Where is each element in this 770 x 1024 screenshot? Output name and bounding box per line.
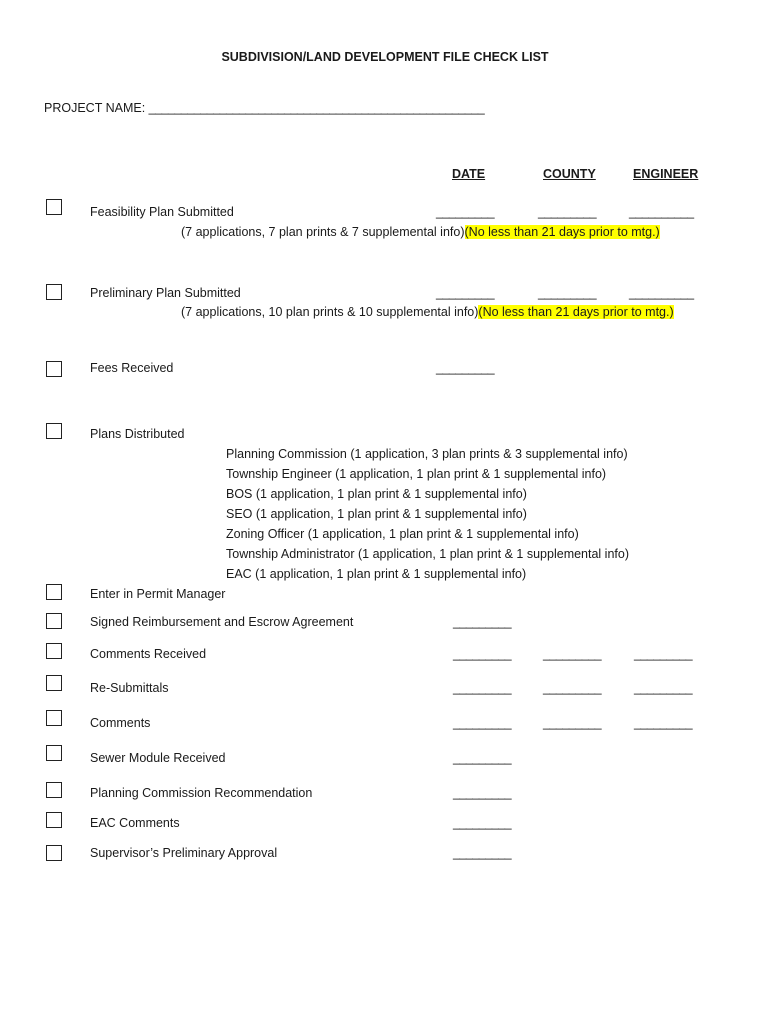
date-field-pc-recommendation[interactable]: _________ <box>453 786 512 800</box>
checkbox-fees[interactable] <box>46 361 62 377</box>
item-note-preliminary <box>181 305 674 319</box>
distribution-item: Zoning Officer (1 application, 1 plan print & 1 supplemental info) <box>226 527 579 541</box>
item-label-comments: Comments <box>90 716 151 730</box>
engineer-field-resubmittals[interactable]: _________ <box>634 681 693 695</box>
date-field-supervisor-approval[interactable]: _________ <box>453 846 512 860</box>
item-label-supervisor-approval: Supervisor’s Preliminary Approval <box>90 846 278 860</box>
item-label-preliminary: Preliminary Plan Submitted <box>90 286 241 300</box>
distribution-item: Township Administrator (1 application, 1 plan print & 1 supplemental info) <box>226 547 629 561</box>
county-field-preliminary[interactable]: _________ <box>538 286 597 300</box>
project-name-label: PROJECT NAME: <box>44 101 149 115</box>
deadline-highlight: (No less than 21 days prior to mtg.) <box>478 305 674 319</box>
checkbox-resubmittals[interactable] <box>46 675 62 691</box>
note-text: (7 applications, 10 plan prints & 10 supplemental info) <box>181 305 479 319</box>
checkbox-sewer-module[interactable] <box>46 745 62 761</box>
engineer-field-feasibility[interactable]: __________ <box>629 205 694 219</box>
item-label-reimbursement: Signed Reimbursement and Escrow Agreement <box>90 615 354 629</box>
item-label-comments-received: Comments Received <box>90 647 207 661</box>
date-field-reimbursement[interactable]: _________ <box>453 615 512 629</box>
project-name-field[interactable]: ____________________________________________________ <box>148 101 485 115</box>
checkbox-eac-comments[interactable] <box>46 812 62 828</box>
item-label-fees: Fees Received <box>90 361 174 375</box>
item-label-resubmittals: Re-Submittals <box>90 681 169 695</box>
item-label-feasibility: Feasibility Plan Submitted <box>90 205 234 219</box>
date-field-preliminary[interactable]: _________ <box>436 286 495 300</box>
item-label-pc-recommendation: Planning Commission Recommendation <box>90 786 313 800</box>
date-field-comments-received[interactable]: _________ <box>453 647 512 661</box>
county-field-resubmittals[interactable]: _________ <box>543 681 602 695</box>
date-field-resubmittals[interactable]: _________ <box>453 681 512 695</box>
county-field-feasibility[interactable]: _________ <box>538 205 597 219</box>
distribution-item: SEO (1 application, 1 plan print & 1 supplemental info) <box>226 507 527 521</box>
engineer-field-comments-received[interactable]: _________ <box>634 647 693 661</box>
checkbox-comments-received[interactable] <box>46 643 62 659</box>
column-header-engineer: ENGINEER <box>633 167 699 181</box>
date-field-sewer-module[interactable]: _________ <box>453 751 512 765</box>
deadline-highlight: (No less than 21 days prior to mtg.) <box>464 225 660 239</box>
checkbox-comments[interactable] <box>46 710 62 726</box>
date-field-comments[interactable]: _________ <box>453 716 512 730</box>
engineer-field-preliminary[interactable]: __________ <box>629 286 694 300</box>
date-field-fees[interactable]: _________ <box>436 361 495 375</box>
checkbox-preliminary[interactable] <box>46 284 62 300</box>
note-text: (7 applications, 7 plan prints & 7 supplemental info) <box>181 225 465 239</box>
checkbox-permit-manager[interactable] <box>46 584 62 600</box>
item-label-permit-manager: Enter in Permit Manager <box>90 587 226 601</box>
checkbox-reimbursement[interactable] <box>46 613 62 629</box>
distribution-item: Planning Commission (1 application, 3 plan prints & 3 supplemental info) <box>226 447 628 461</box>
checkbox-supervisor-approval[interactable] <box>46 845 62 861</box>
distribution-item: Township Engineer (1 application, 1 plan print & 1 supplemental info) <box>226 467 607 481</box>
page-title: SUBDIVISION/LAND DEVELOPMENT FILE CHECK LIST <box>221 50 549 64</box>
checkbox-feasibility[interactable] <box>46 199 62 215</box>
item-label-eac-comments: EAC Comments <box>90 816 180 830</box>
county-field-comments[interactable]: _________ <box>543 716 602 730</box>
checkbox-plans-distributed[interactable] <box>46 423 62 439</box>
item-note-feasibility <box>181 225 660 239</box>
column-header-county: COUNTY <box>543 167 596 181</box>
project-name-row <box>44 101 484 115</box>
checkbox-pc-recommendation[interactable] <box>46 782 62 798</box>
item-label-plans-distributed: Plans Distributed <box>90 427 185 441</box>
engineer-field-comments[interactable]: _________ <box>634 716 693 730</box>
item-label-sewer-module: Sewer Module Received <box>90 751 226 765</box>
county-field-comments-received[interactable]: _________ <box>543 647 602 661</box>
distribution-item: BOS (1 application, 1 plan print & 1 supplemental info) <box>226 487 527 501</box>
distribution-item: EAC (1 application, 1 plan print & 1 supplemental info) <box>226 567 527 581</box>
column-header-date: DATE <box>452 167 486 181</box>
date-field-feasibility[interactable]: _________ <box>436 205 495 219</box>
date-field-eac-comments[interactable]: _________ <box>453 816 512 830</box>
